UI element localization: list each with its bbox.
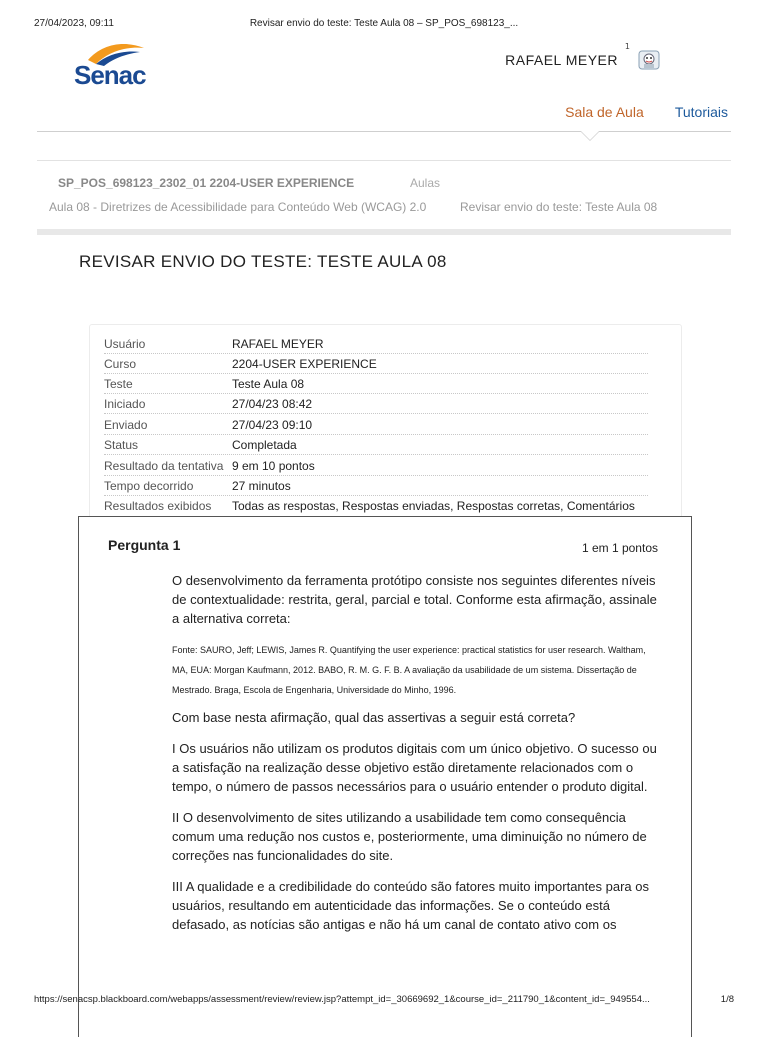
summary-row	[104, 373, 648, 394]
question-statement-3: III A qualidade e a credibilidade do conteúdo são fatores muito importantes para os usuários, resultando em autenticidade das informações. Se o conteúdo está defasado, as notícias são antigas e não há um canal de contato ativo com os	[172, 879, 649, 932]
summary-label: Usuário	[104, 337, 146, 351]
breadcrumb	[37, 170, 731, 230]
summary-row	[104, 455, 648, 476]
summary-value: Todas as respostas, Respostas enviadas, Respostas corretas, Comentários	[232, 499, 635, 513]
breadcrumb-bottom-bar	[37, 229, 731, 235]
summary-row	[104, 434, 648, 455]
summary-label: Status	[104, 438, 139, 452]
summary-row	[104, 495, 648, 515]
summary-label: Curso	[104, 357, 137, 371]
question-intro: O desenvolvimento da ferramenta protótipo consiste nos seguintes diferentes níveis de contextualidade: restrita, geral, parcial e total. Conforme esta afirmação, assinale a alternativa correta:	[172, 573, 657, 626]
notification-count[interactable]: 1	[624, 42, 630, 51]
senac-logo-text: Senac	[74, 60, 146, 90]
summary-label: Iniciado	[104, 397, 146, 411]
nav-sala-de-aula[interactable]: Sala de Aula	[565, 104, 644, 120]
breadcrumb-divider	[37, 160, 731, 161]
summary-value: RAFAEL MEYER	[232, 337, 324, 351]
print-datetime: 27/04/2023, 09:11	[34, 18, 114, 29]
question-statement-2: II O desenvolvimento de sites utilizando a usabilidade tem como consequência comum uma redução nos custos e, posteriormente, uma diminuição no número de correções nas funcionalidades do site.	[172, 810, 647, 863]
question-body	[172, 571, 664, 946]
summary-row	[104, 414, 648, 435]
user-name[interactable]: RAFAEL MEYER	[505, 52, 618, 68]
summary-label: Tempo decorrido	[104, 479, 194, 493]
print-page-number: 1/8	[720, 994, 734, 1005]
summary-value: 9 em 10 pontos	[232, 459, 315, 473]
nav-tutoriais[interactable]: Tutoriais	[674, 104, 728, 120]
summary-value: 2204-USER EXPERIENCE	[232, 357, 377, 371]
print-footer	[0, 994, 768, 1008]
breadcrumb-aula[interactable]: Aula 08 - Diretrizes de Acessibilidade para Conteúdo Web (WCAG) 2.0	[49, 200, 427, 214]
nav-active-caret-fill	[581, 131, 599, 140]
question-panel	[78, 516, 692, 1037]
question-prompt: Com base nesta afirmação, qual das assertivas a seguir está correta?	[172, 710, 576, 725]
senac-logo[interactable]	[74, 38, 154, 88]
summary-row	[104, 333, 648, 354]
summary-row	[104, 393, 648, 414]
summary-label: Enviado	[104, 418, 148, 432]
summary-value: Teste Aula 08	[232, 377, 305, 391]
print-header	[0, 18, 768, 32]
nav-divider	[37, 131, 731, 132]
question-title: Pergunta 1	[108, 537, 181, 553]
attempt-summary	[89, 324, 682, 526]
summary-value: 27 minutos	[232, 479, 291, 493]
summary-label: Resultados exibidos	[104, 499, 212, 513]
summary-value: 27/04/23 08:42	[232, 397, 313, 411]
summary-label: Resultado da tentativa	[104, 459, 224, 473]
question-source: Fonte: SAURO, Jeff; LEWIS, James R. Quantifying the user experience: practical statistics for user research. Waltham, MA, EUA: Morgan Kaufmann, 2012. BABO, R. M. G. F. B. A avaliação da usabilidade de um sistema. Dissertação de Mestrado. Braga, Escola de Engenharia, Universidade do Minho, 1996.	[172, 645, 646, 695]
breadcrumb-current: Revisar envio do teste: Teste Aula 08	[460, 200, 658, 214]
question-points: 1 em 1 pontos	[581, 541, 658, 555]
print-url: https://senacsp.blackboard.com/webapps/assessment/review/review.jsp?attempt_id=_30669692_1&course_id=_211790_1&content_id=_949554...	[34, 994, 650, 1005]
page-title: REVISAR ENVIO DO TESTE: TESTE AULA 08	[79, 252, 447, 271]
breadcrumb-aulas[interactable]: Aulas	[410, 176, 441, 190]
avatar-icon[interactable]	[638, 50, 660, 70]
question-statement-1: I Os usuários não utilizam os produtos digitais com um único objetivo. O sucesso ou a satisfação na realização desse objetivo estão diretamente relacionados com o tempo, o número de passos necessários para o usuário entender o produto digital.	[172, 741, 657, 794]
print-document-title: Revisar envio do teste: Teste Aula 08 – SP_POS_698123_...	[249, 18, 519, 29]
summary-value: Completada	[232, 438, 297, 452]
summary-row	[104, 475, 648, 496]
summary-value: 27/04/23 09:10	[232, 418, 313, 432]
summary-row	[104, 353, 648, 374]
top-navigation	[539, 102, 728, 122]
breadcrumb-course[interactable]: SP_POS_698123_2302_01 2204-USER EXPERIENCE	[58, 176, 355, 190]
summary-label: Teste	[104, 377, 133, 391]
